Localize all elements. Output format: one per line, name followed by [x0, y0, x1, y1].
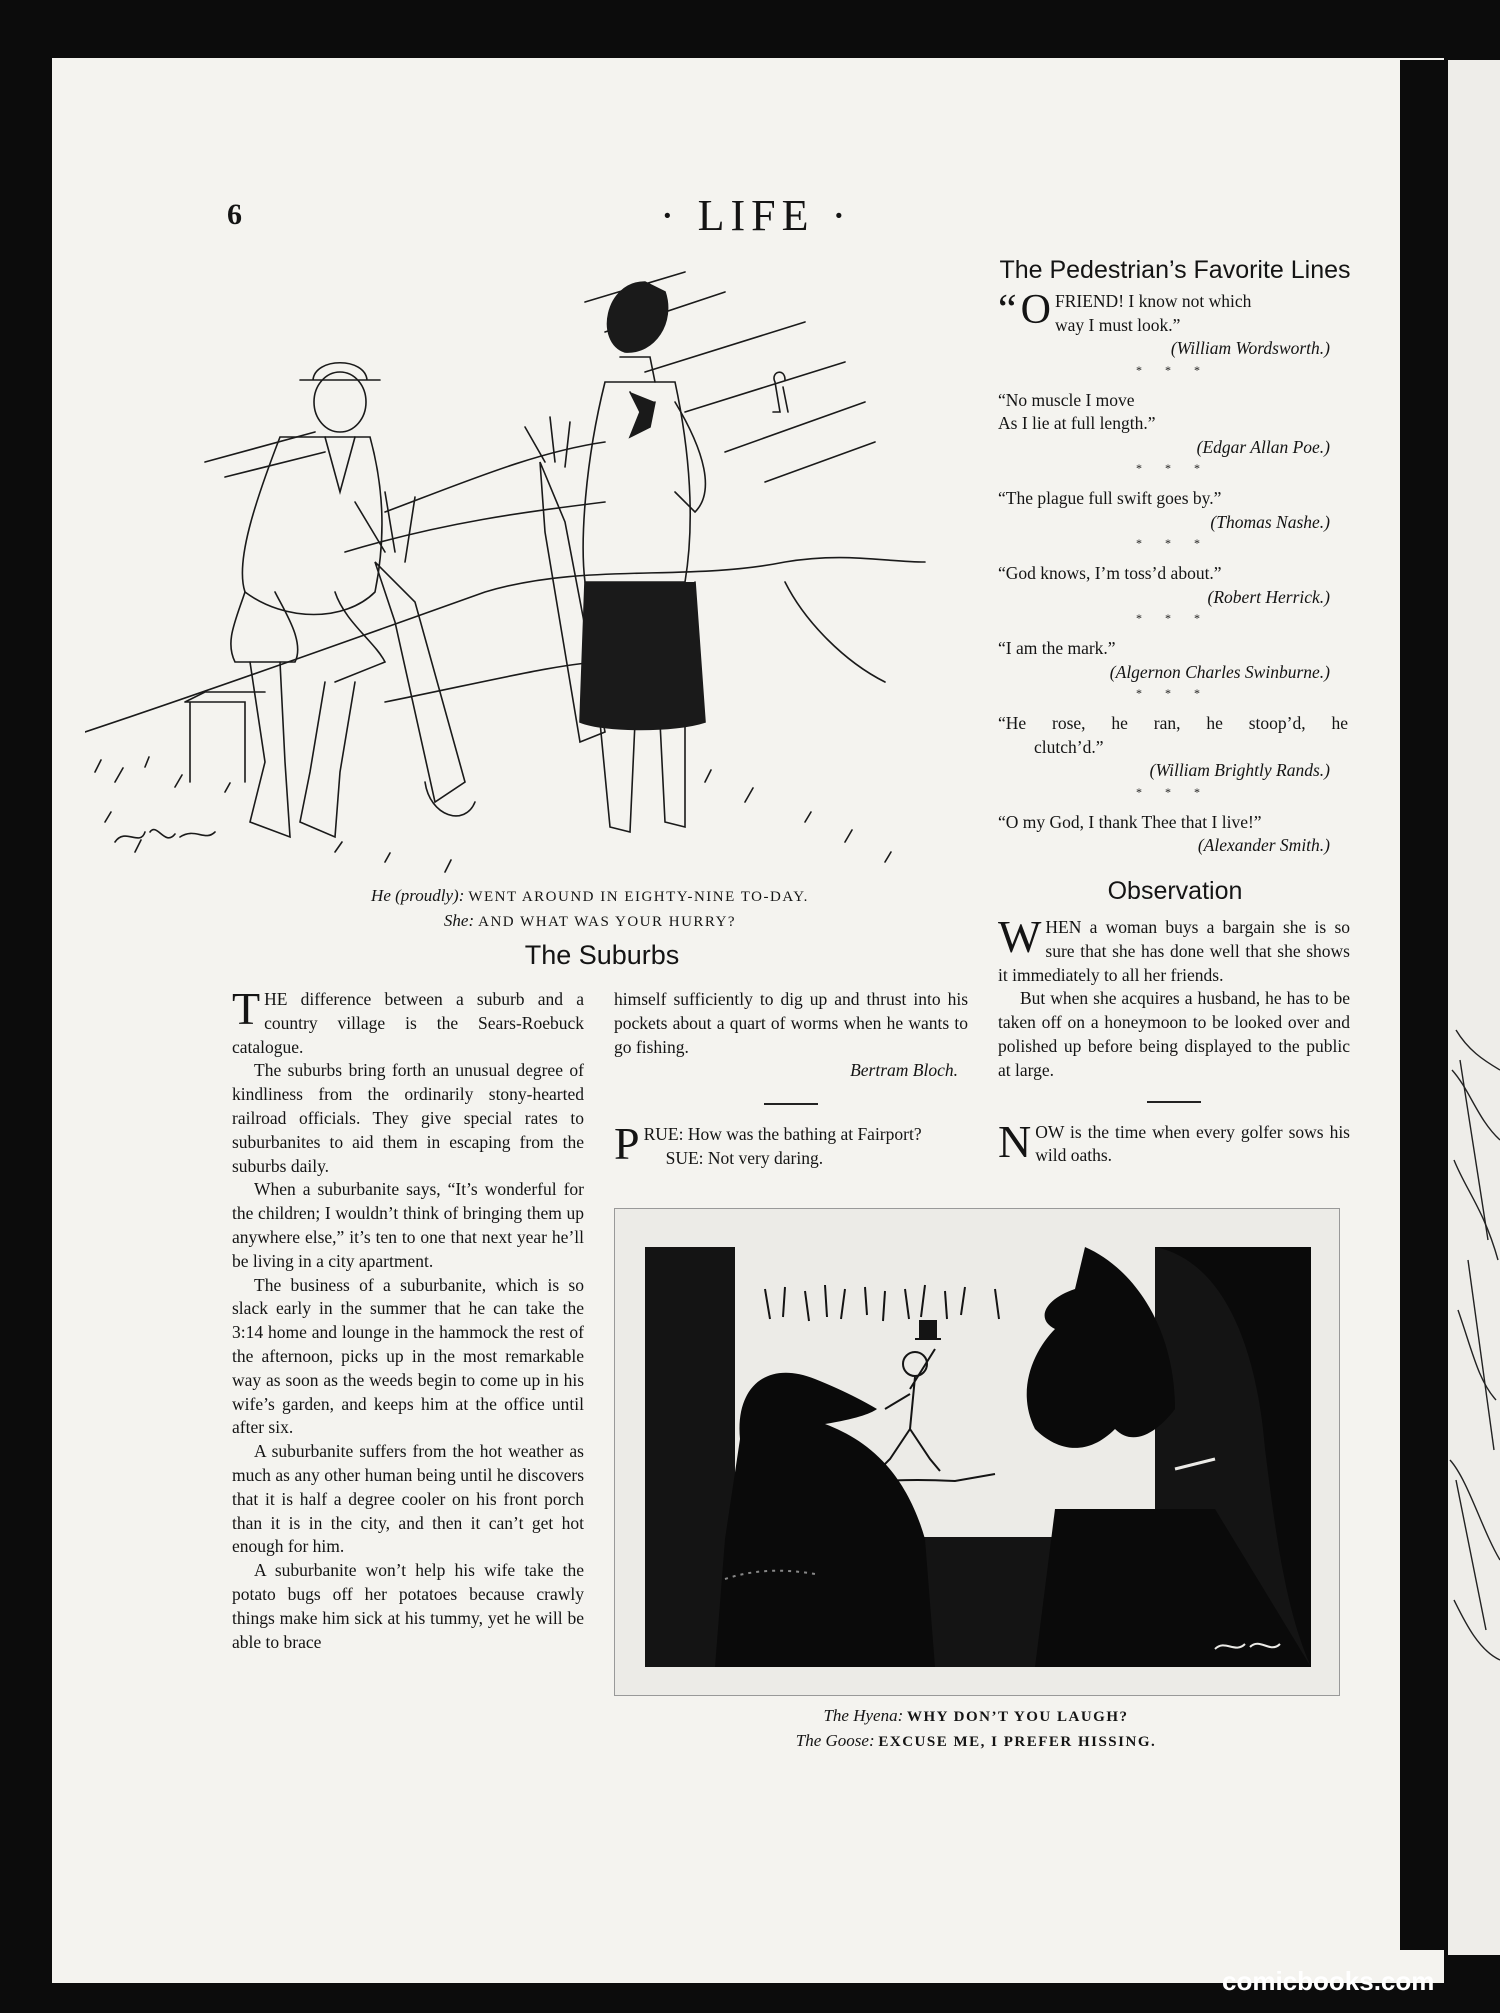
suburbs-paragraph-7: himself sufficiently to dig up and thrust into his pockets about a quart of worms when he wants to go fishing. [614, 989, 968, 1057]
observation-paragraph-1 [998, 911, 1350, 987]
q7-line-1: “O my God, I thank Thee that I live!” [998, 811, 1262, 832]
hyena-goose-cartoon-illustration [614, 1208, 1340, 1696]
sue-line: SUE: Not very daring. [665, 1147, 824, 1168]
q2-line-1: “No muscle I move [998, 389, 1135, 410]
dropcap-w: W [998, 911, 1042, 962]
caption-speaker-goose: The Goose: [795, 1731, 875, 1750]
caption-line-hyena [614, 1704, 1338, 1729]
caption-text-goose: EXCUSE ME, I PREFER HISSING. [878, 1734, 1157, 1750]
q4-line-1: “God knows, I’m toss’d about.” [998, 563, 1222, 583]
adjacent-page-sliver [1448, 60, 1500, 1955]
quote-rands [998, 712, 1348, 783]
stars-divider: * * * [1136, 784, 1210, 799]
golf-cartoon-illustration [85, 262, 945, 874]
dropcap-t: T [232, 983, 261, 1034]
caption-speaker-he: He (proudly): [371, 886, 465, 905]
q6-line-2: clutch’d.” [1034, 736, 1104, 757]
golfer-joke [998, 1115, 1350, 1169]
q1-line-2: way I must look.” [1055, 314, 1181, 335]
q5-attribution: (Algernon Charles Swinburne.) [1109, 661, 1330, 682]
caption-line-1 [260, 884, 920, 909]
dropcap-p: P [614, 1118, 640, 1170]
suburbs-paragraph-1 [232, 983, 584, 1059]
caption-text-he: WENT AROUND IN EIGHTY-NINE TO-DAY. [468, 889, 809, 905]
q2-line-2: As I lie at full length.” [998, 413, 1156, 433]
q7-attribution: (Alexander Smith.) [1197, 835, 1330, 855]
suburbs-column-2 [614, 988, 968, 1171]
site-watermark: comicbooks.com [1222, 1966, 1435, 1996]
quote-nashe [998, 487, 1348, 534]
quote-wordsworth: “ O FRIEND! I know not which way I must look.” (William Wordsworth.) [998, 290, 1348, 361]
observation-text [998, 911, 1350, 1168]
suburbs-column-1 [232, 983, 584, 1654]
caption-speaker-hyena: The Hyena: [823, 1706, 904, 1725]
page-gutter [1400, 60, 1448, 1950]
divider-rule [1147, 1101, 1201, 1103]
suburbs-signature: Bertram Bloch. [850, 1060, 958, 1081]
stars-divider: * * * [1136, 611, 1210, 625]
masthead: · LIFE · [660, 191, 853, 240]
stars-divider: * * * [1136, 536, 1210, 550]
suburbs-paragraph-3: When a suburbanite says, “It’s wonderful for the children; I wouldn’t think of bringing them up anywhere else,” it’s ten to one that next year he’ll be living in a city apartment. [232, 1179, 584, 1271]
caption-text-hyena: WHY DON’T YOU LAUGH? [906, 1709, 1129, 1725]
q1-attribution: (William Wordsworth.) [1170, 338, 1330, 358]
quote-smith [998, 811, 1348, 858]
suburbs-paragraph-5: A suburbanite suffers from the hot weather as much as any other human being until he discovers that it is half a degree cooler on his front porch than it is in the city, and then it can’t get hot enough for him. [232, 1441, 584, 1557]
quote-swinburne [998, 637, 1348, 684]
stars-divider: * * * [1136, 362, 1210, 377]
divider-rule [764, 1103, 818, 1105]
golfer-text: OW is the time when every golfer sows his wild oaths. [1035, 1121, 1350, 1166]
suburbs-paragraph-4: The business of a suburbanite, which is so slack early in the summer that he can take the 3:14 home and lounge in the hammock the rest of the afternoon, picks up in the most remarkable way as soon as the weeds begin to come up in his wife’s garden, and keeps him at the office until after six. [232, 1274, 584, 1438]
dropcap-n: N [998, 1115, 1032, 1167]
caption-speaker-she: She: [443, 911, 475, 930]
suburbs-title: The Suburbs [524, 940, 680, 970]
pedestrian-lines [998, 287, 1348, 858]
q2-attribution: (Edgar Allan Poe.) [1196, 436, 1330, 457]
q5-line-1: “I am the mark.” [998, 638, 1116, 658]
q6-attribution: (William Brightly Rands.) [1149, 760, 1330, 780]
q4-attribution: (Robert Herrick.) [1207, 586, 1330, 607]
stars-divider: * * * [1136, 686, 1210, 700]
quote-herrick [998, 562, 1348, 609]
q1-line-1: FRIEND! I know not which [1055, 291, 1252, 311]
caption-line-goose [614, 1729, 1338, 1754]
poems-title: The Pedestrian’s Favorite Lines [999, 256, 1351, 284]
observation-p1-text: HEN a woman buys a bargain she is so sure that she has done well that she shows it immediately to all her friends. [998, 917, 1350, 985]
suburbs-p1-text: HE difference between a suburb and a country village is the Sears-Roebuck catalogue. [232, 989, 584, 1057]
suburbs-paragraph-6: A suburbanite won’t help his wife take the potato bugs off her potatoes because crawly things make him sick at his tummy, yet he will be able to brace [232, 1560, 584, 1652]
quote-poe [998, 389, 1348, 460]
suburbs-paragraph-2: The suburbs bring forth an unusual degree of kindliness from the ordinarily stony-hearted railroad officials. They give special rates to suburbanites to aid them in escaping from the suburbs daily. [232, 1060, 584, 1176]
stars-divider: * * * [1136, 461, 1210, 475]
hyena-cartoon-caption [614, 1704, 1338, 1754]
q3-line-1: “The plague full swift goes by.” [998, 488, 1222, 508]
caption-text-she: AND WHAT WAS YOUR HURRY? [478, 914, 737, 930]
q3-attribution: (Thomas Nashe.) [1210, 511, 1330, 532]
caption-line-2 [260, 909, 920, 934]
golf-cartoon-caption [260, 884, 920, 934]
q6-line-1: “He rose, he ran, he stoop’d, he [998, 713, 1348, 733]
dropcap-o: O [1020, 287, 1051, 333]
prue-line: RUE: How was the bathing at Fairport? [643, 1124, 922, 1145]
page-number: 6 [227, 198, 242, 231]
observation-title: Observation [1107, 877, 1243, 905]
observation-paragraph-2: But when she acquires a husband, he has to be taken off on a honeymoon to be looked over and polished up before being displayed to the public at large. [998, 988, 1350, 1080]
